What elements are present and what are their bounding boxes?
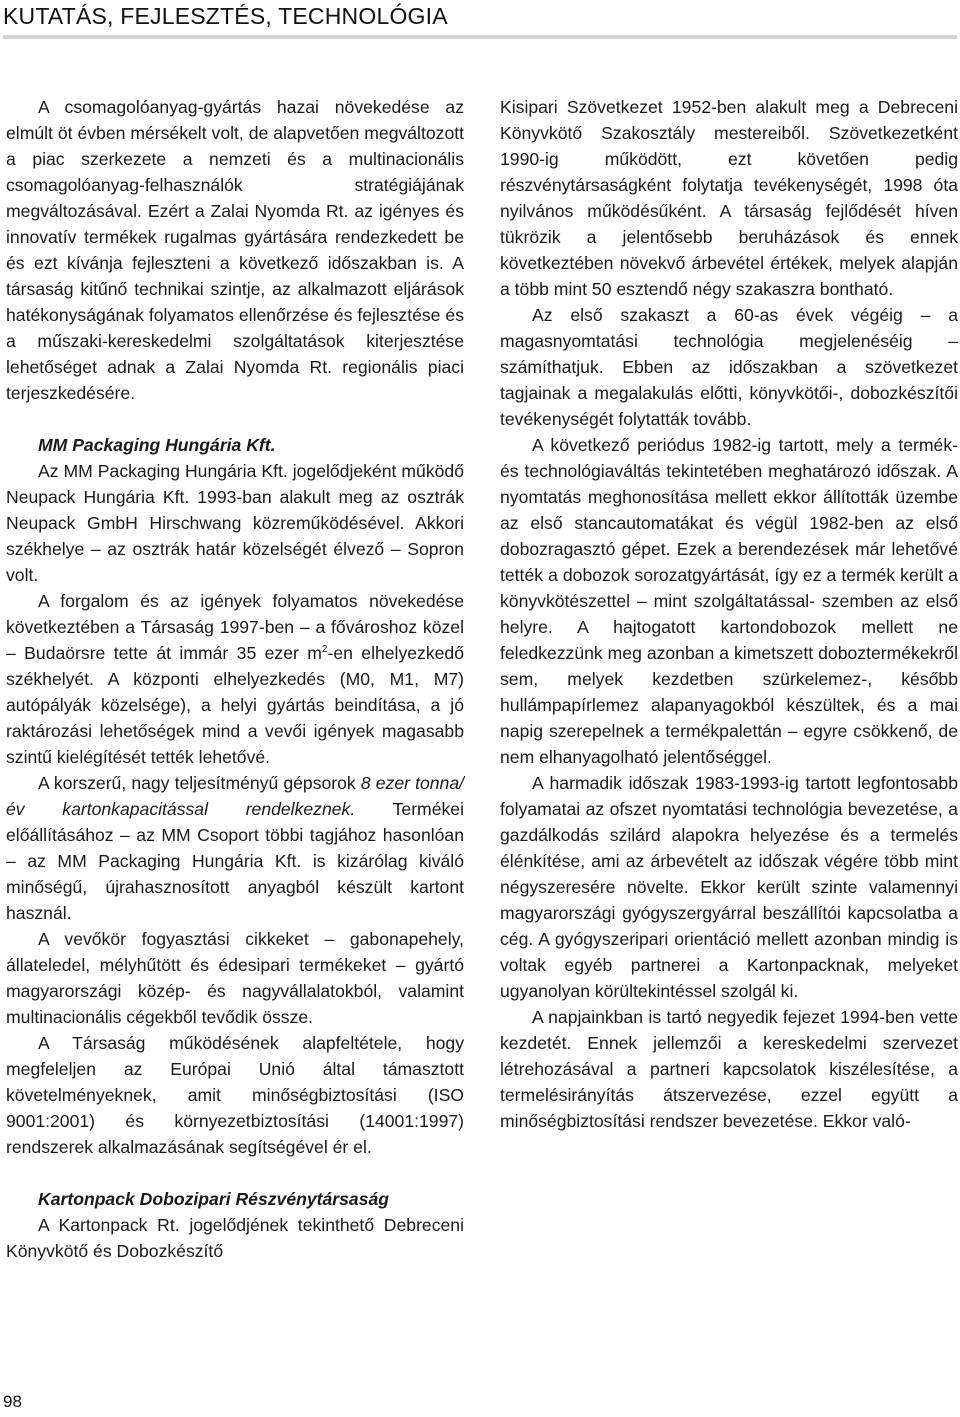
mm-paragraph-3-a: A korszerű, nagy teljesítményű gépsorok (38, 773, 361, 793)
intro-paragraph: A csomagolóanyag-gyártás hazai növekedése az elmúlt öt évben mérsékelt volt, de alapvetően megváltozott a piac szerkezete a nemzeti és a multinacionális csomagolóanyag-felhasználók stratégiájának megváltozásával. Ezért a Zalai Nyomda Rt. az igényes és innovatív termékek rugalmas gyártására rendezkedett be és ezt kívánja fejleszteni a következő időszakban is. A társaság kitűnő technikai szintje, az alkalmazott eljárások hatékonyságának folyamatos ellenőrzése és fejlesztése és a műszaki-kereskedelmi szolgáltatások kiterjesztése lehetőséget adnak a Zalai Nyomda Rt. regionális piaci terjeszkedésére. (6, 97, 464, 403)
mm-paragraph-3 (6, 770, 464, 926)
spacer (6, 1160, 464, 1186)
right-column (500, 94, 958, 1134)
mm-paragraph-5: A Társaság működésének alapfeltétele, hogy megfeleljen az Európai Unió által támasztott követelményeknek, amit minőségbiztosítási (ISO 9001:2001) és környezetbiztosítási (14001:1997) rendszerek alkalmazásának segítségével ér el. (6, 1033, 464, 1157)
left-column (6, 94, 464, 1264)
mm-paragraph-2-a: A forgalom és az igények folyamatos növekedése következtében a Társaság 1997-ben – a fővároshoz közel – Budaörsre tette át immár 35 ezer m (6, 591, 464, 663)
kartonpack-paragraph-first-stage: Az első szakaszt a 60-as évek végéig – a magasnyomtatási technológia megjelenéséig – számíthatjuk. Ebben az időszakban a szövetkezet tagjainak a megalakulás előtti, könyvkötői-, dobozkészítői tevékenységét folytatták tovább. (500, 305, 958, 429)
section-heading-kartonpack: Kartonpack Dobozipari Részvénytársaság (38, 1189, 390, 1209)
section-heading-mm-packaging: MM Packaging Hungária Kft. (38, 435, 276, 455)
kartonpack-continuation: Kisipari Szövetkezet 1952-ben alakult meg a Debreceni Könyvkötő Szakosztály mestereiből. Szövetkezetként 1990-ig működött, ezt követően pedig részvénytársaságként folytatja tevékenységét, 1998 óta nyilvános működésűként. A társaság fejlődését híven tükrözik a jelentősebb beruházások és ennek következtében növekvő árbevétel értékek, melyek alapján a több mint 50 esztendő négy szakaszra bontható. (500, 97, 958, 299)
spacer (6, 406, 464, 432)
page-number: 98 (3, 1392, 22, 1411)
capacity-emphasis: 8 ezer tonna/év kartonkapacitással rendelkeznek. (6, 773, 464, 819)
mm-paragraph-2 (6, 588, 464, 770)
kartonpack-paragraph-1: A Kartonpack Rt. jogelődjének tekinthető Debreceni Könyvkötő és Dobozkészítő (6, 1215, 464, 1261)
mm-paragraph-1: Az MM Packaging Hungária Kft. jogelődjeként működő Neupack Hungária Kft. 1993-ban alakult meg az osztrák Neupack GmbH Hirschwang közreműködésével. Akkori székhelye – az osztrák határ közelségét élvező – Sopron volt. (6, 461, 464, 585)
kartonpack-paragraph-second-stage: A következő periódus 1982-ig tartott, mely a termék- és technológiaváltás tekintetében meghatározó időszak. A nyomtatás meghonosítása mellett ekkor állították üzembe az első stancautomatákat és végül 1982-ben az első dobozragasztó gépet. Ezek a berendezések már lehetővé tették a dobozok sorozatgyártását, így ez a termék került a könyvkötészettel – mint szolgáltatással- szemben az első helyre. A hajtogatott kartondobozok mellett ne feledkezzünk meg azonban a kimetszett doboztermékekről sem, melyek kezdetben szürkelemez-, később hullámpapírlemez alapanyagokból készültek, és a mai napig szerepelnek a termékpalettán – egyre csökkenő, de nem elhanyagolható jelentőséggel. (500, 435, 958, 767)
header-divider (3, 35, 957, 39)
mm-paragraph-4: A vevőkör fogyasztási cikkeket – gabonapehely, állateledel, mélyhűtött és édesipari termékeket – gyártó magyarországi közép- és nagyvállalatokból, valamint multinacionális cégekből tevődik össze. (6, 929, 464, 1027)
superscript-2: 2 (321, 644, 328, 656)
section-header-title: KUTATÁS, FEJLESZTÉS, TECHNOLÓGIA (3, 3, 448, 29)
kartonpack-paragraph-fourth-stage: A napjainkban is tartó negyedik fejezet 1994-ben vette kezdetét. Ennek jellemzői a kereskedelmi szervezet létrehozásával a partneri kapcsolatok kiszélesítése, a termelésirányítás átszervezése, ezzel együtt a minőségbiztosítási rendszer bevezetése. Ekkor való- (500, 1007, 958, 1131)
mm-paragraph-3-b: Termékei előállításához – az MM Csoport többi tagjához hasonlóan – az MM Packaging Hungária Kft. is kizárólag kiváló minőségű, újrahasznosított anyagból készült kartont használ. (6, 799, 464, 923)
mm-paragraph-2-b: -en elhelyezkedő székhelyét. A központi elhelyezkedés (M0, M1, M7) autópályák közelsége), a helyi gyártás beindítása, a jó raktározási lehetőségek mind a vevői igények magasabb szintű kielégítését tették lehetővé. (6, 643, 464, 767)
kartonpack-paragraph-third-stage: A harmadik időszak 1983-1993-ig tartott legfontosabb folyamatai az ofszet nyomtatási technológia bevezetése, a gazdálkodás szilárd alapokra helyezése és a termelés élénkítése, ami az árbevételt az időszak végére több mint négyszeresére növelte. Ekkor került szinte valamennyi magyarországi gyógyszergyárral beszállítói kapcsolatba a cég. A gyógyszeripari orientáció mellett azonban mindig is voltak egyéb partnerei a Kartonpacknak, melyeket ugyanolyan körültekintéssel szolgál ki. (500, 773, 958, 1001)
